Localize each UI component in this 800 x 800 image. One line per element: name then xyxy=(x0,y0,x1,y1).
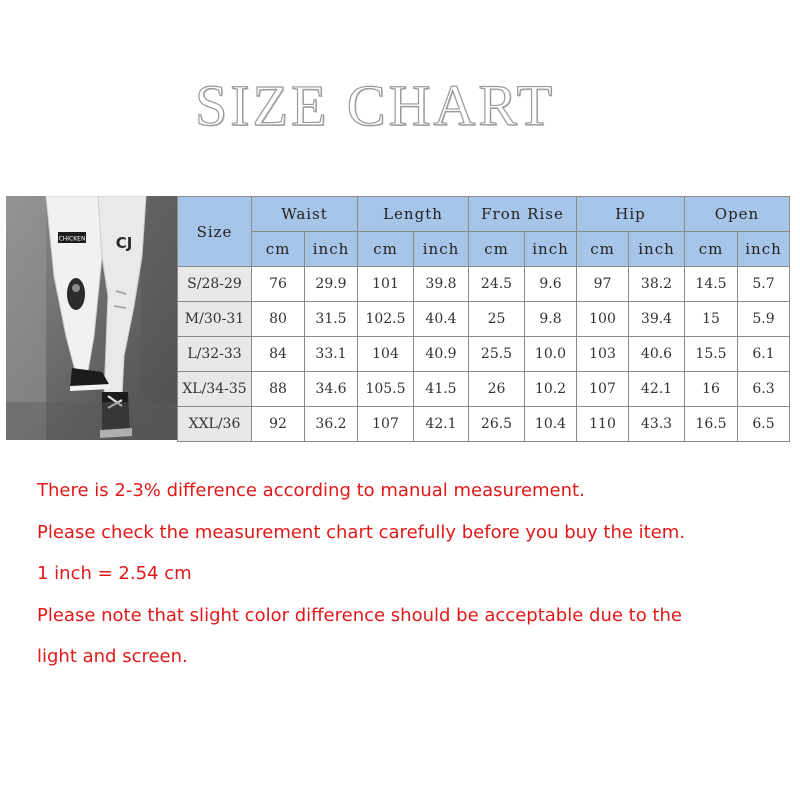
size-header: Size xyxy=(178,197,252,267)
unit-header: inch xyxy=(629,232,685,267)
unit-header: cm xyxy=(358,232,414,267)
front-rise-header: Fron Rise xyxy=(469,197,577,232)
measurement-cell: 26 xyxy=(469,372,525,407)
measurement-cell: 16 xyxy=(685,372,738,407)
measurement-cell: 10.4 xyxy=(525,407,577,442)
measurement-cell: 39.4 xyxy=(629,302,685,337)
table-row xyxy=(178,372,790,407)
note-inch-conversion: 1 inch = 2.54 cm xyxy=(37,563,192,584)
measurement-cell: 80 xyxy=(252,302,305,337)
measurement-cell: 92 xyxy=(252,407,305,442)
measurement-cell: 9.6 xyxy=(525,267,577,302)
measurement-cell: 101 xyxy=(358,267,414,302)
unit-header: cm xyxy=(252,232,305,267)
measurement-cell: 6.3 xyxy=(738,372,790,407)
measurement-cell: 25 xyxy=(469,302,525,337)
measurement-cell: 24.5 xyxy=(469,267,525,302)
product-photo xyxy=(6,196,177,440)
note-color-difference-cont: light and screen. xyxy=(37,646,188,667)
size-cell: L/32-33 xyxy=(178,337,252,372)
table-row xyxy=(178,337,790,372)
measurement-cell: 15.5 xyxy=(685,337,738,372)
measurement-cell: 84 xyxy=(252,337,305,372)
unit-header: inch xyxy=(414,232,469,267)
measurement-cell: 107 xyxy=(358,407,414,442)
measurement-cell: 42.1 xyxy=(414,407,469,442)
measurement-cell: 34.6 xyxy=(305,372,358,407)
notes-section xyxy=(37,470,787,678)
measurement-cell: 39.8 xyxy=(414,267,469,302)
note-check-chart: Please check the measurement chart carefully before you buy the item. xyxy=(37,521,686,543)
measurement-cell: 97 xyxy=(577,267,629,302)
measurement-cell: 29.9 xyxy=(305,267,358,302)
measurement-cell: 100 xyxy=(577,302,629,337)
measurement-cell: 102.5 xyxy=(358,302,414,337)
measurement-cell: 38.2 xyxy=(629,267,685,302)
measurement-cell: 31.5 xyxy=(305,302,358,337)
measurement-cell: 107 xyxy=(577,372,629,407)
waist-header: Waist xyxy=(252,197,358,232)
header-row-units xyxy=(178,232,790,267)
measurement-cell: 43.3 xyxy=(629,407,685,442)
size-chart-body xyxy=(178,267,790,442)
size-cell: XL/34-35 xyxy=(178,372,252,407)
length-header: Length xyxy=(358,197,469,232)
measurement-cell: 41.5 xyxy=(414,372,469,407)
table-row xyxy=(178,267,790,302)
note-color-difference: Please note that slight color difference should be acceptable due to the xyxy=(37,604,682,626)
note-measurement-difference: There is 2-3% difference according to manual measurement. xyxy=(37,480,585,501)
measurement-cell: 40.9 xyxy=(414,337,469,372)
measurement-cell: 14.5 xyxy=(685,267,738,302)
measurement-cell: 6.5 xyxy=(738,407,790,442)
patch-label: CHICKEN xyxy=(58,235,86,243)
measurement-cell: 40.6 xyxy=(629,337,685,372)
size-cell: XXL/36 xyxy=(178,407,252,442)
measurement-cell: 25.5 xyxy=(469,337,525,372)
measurement-cell: 76 xyxy=(252,267,305,302)
measurement-cell: 6.1 xyxy=(738,337,790,372)
measurement-cell: 10.2 xyxy=(525,372,577,407)
measurement-cell: 36.2 xyxy=(305,407,358,442)
measurement-cell: 16.5 xyxy=(685,407,738,442)
unit-header: cm xyxy=(577,232,629,267)
header-row-groups xyxy=(178,197,790,232)
table-row xyxy=(178,302,790,337)
measurement-cell: 5.9 xyxy=(738,302,790,337)
size-chart-table xyxy=(177,196,790,442)
unit-header: inch xyxy=(525,232,577,267)
measurement-cell: 103 xyxy=(577,337,629,372)
measurement-cell: 104 xyxy=(358,337,414,372)
measurement-cell: 42.1 xyxy=(629,372,685,407)
open-header: Open xyxy=(685,197,790,232)
measurement-cell: 88 xyxy=(252,372,305,407)
measurement-cell: 26.5 xyxy=(469,407,525,442)
hip-header: Hip xyxy=(577,197,685,232)
measurement-cell: 15 xyxy=(685,302,738,337)
measurement-cell: 110 xyxy=(577,407,629,442)
unit-header: inch xyxy=(738,232,790,267)
unit-header: cm xyxy=(469,232,525,267)
measurement-cell: 40.4 xyxy=(414,302,469,337)
table-row xyxy=(178,407,790,442)
size-cell: M/30-31 xyxy=(178,302,252,337)
patch-cj: CJ xyxy=(115,234,133,252)
measurement-cell: 5.7 xyxy=(738,267,790,302)
page-title: SIZE CHART xyxy=(194,73,556,138)
measurement-cell: 33.1 xyxy=(305,337,358,372)
unit-header: cm xyxy=(685,232,738,267)
measurement-cell: 9.8 xyxy=(525,302,577,337)
measurement-cell: 10.0 xyxy=(525,337,577,372)
size-cell: S/28-29 xyxy=(178,267,252,302)
unit-header: inch xyxy=(305,232,358,267)
measurement-cell: 105.5 xyxy=(358,372,414,407)
